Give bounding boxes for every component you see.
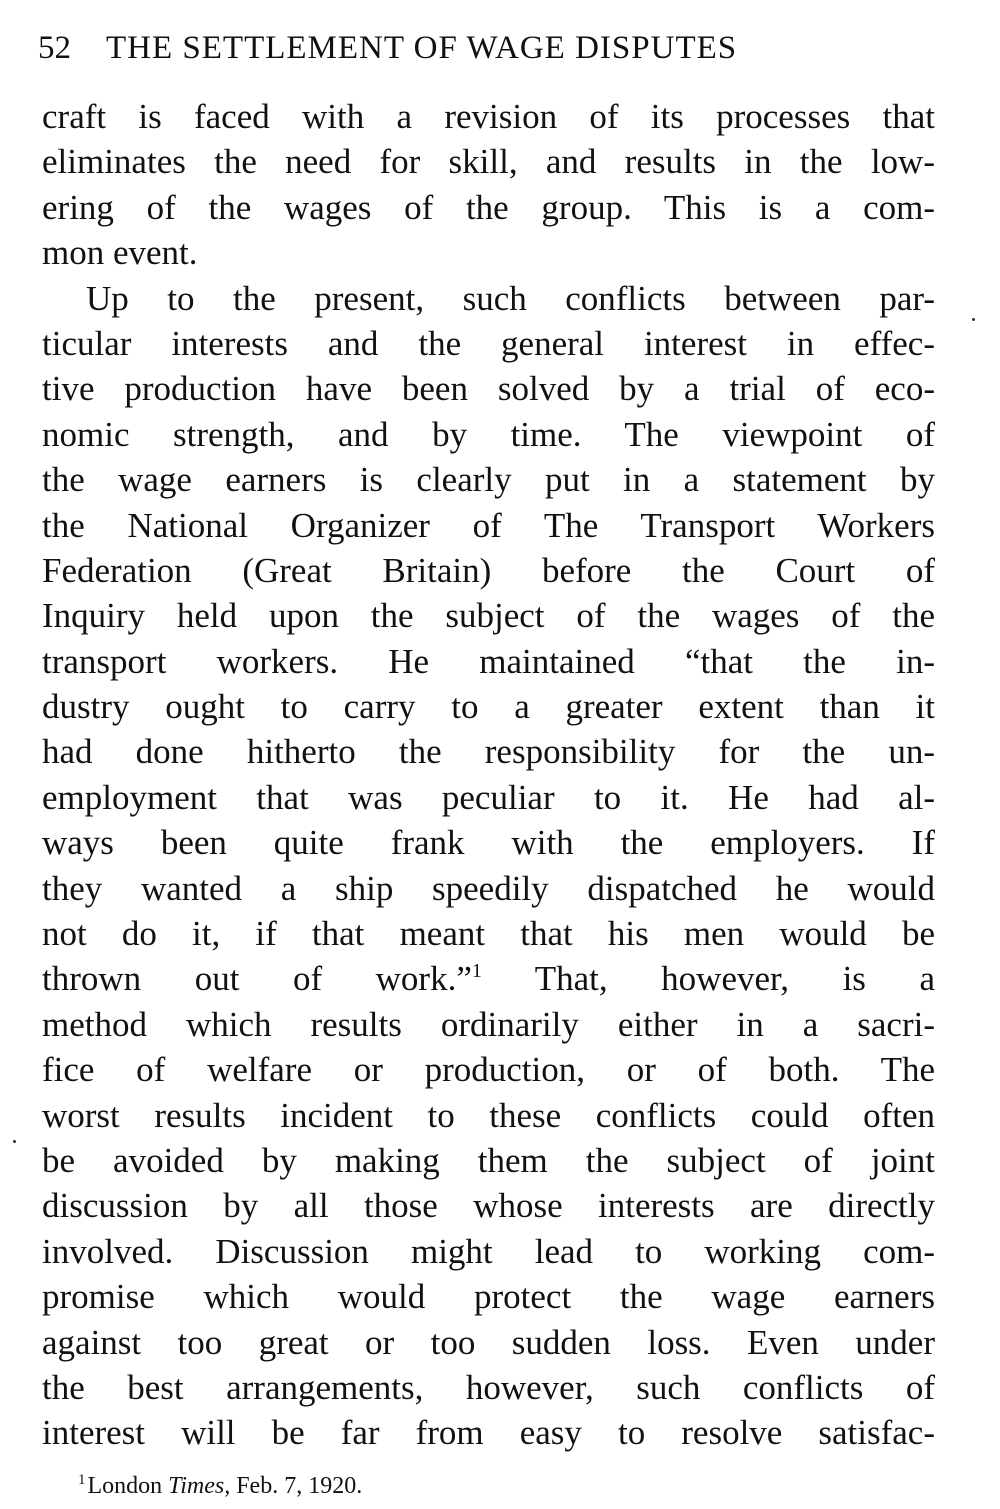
footnote-source: London — [87, 1473, 163, 1499]
footnote-publication: Times, — [168, 1473, 231, 1499]
text-line: dustry ought to carry to a greater extent than it — [42, 687, 935, 727]
text-line: against too great or too sudden loss. Even under — [42, 1322, 935, 1362]
text-line: the best arrangements, however, such conflicts of — [42, 1367, 935, 1407]
text-line: discussion by all those whose interests are directly — [42, 1186, 935, 1226]
text-line: the National Organizer of The Transport Workers — [42, 505, 935, 545]
text-line: method which results ordinarily either in a sacri- — [42, 1004, 935, 1044]
running-head — [38, 26, 938, 70]
text-line: worst results incident to these conflicts could often — [42, 1095, 935, 1135]
text-line: ticular interests and the general interest in effec- — [42, 323, 935, 363]
text-line: interest will be far from easy to resolve satisfac- — [42, 1413, 935, 1453]
text-line: tive production have been solved by a trial of eco- — [42, 369, 935, 409]
text-line: ering of the wages of the group. This is a com- — [42, 187, 935, 227]
footnote-mark: 1 — [78, 1472, 86, 1488]
text-line: had done hitherto the responsibility for the un- — [42, 732, 935, 772]
footnote-ref-line — [42, 956, 935, 1001]
body-text — [42, 94, 935, 1456]
text-line: Federation (Great Britain) before the Court of — [42, 550, 935, 590]
text-line: craft is faced with a revision of its processes that — [42, 97, 935, 136]
text-line: nomic strength, and by time. The viewpoint of — [42, 414, 935, 454]
text-line: eliminates the need for skill, and results in the low- — [42, 142, 935, 182]
text-line: involved. Discussion might lead to working com- — [42, 1231, 935, 1271]
scan-speck — [13, 1140, 16, 1143]
quote-continuation: That, however, is a — [534, 959, 935, 999]
text-line: promise which would protect the wage earners — [42, 1277, 935, 1317]
text-line: be avoided by making them the subject of joint — [42, 1140, 935, 1180]
text-line: mon event. — [42, 233, 198, 273]
text-line: the wage earners is clearly put in a statement by — [42, 460, 935, 500]
text-line: employment that was peculiar to it. He had al- — [42, 777, 935, 817]
text-line: not do it, if that meant that his men would be — [42, 914, 935, 954]
paragraph-first-line: Up to the present, such conflicts between par- — [86, 278, 935, 318]
scan-speck — [972, 318, 975, 321]
text-line: Inquiry held upon the subject of the wages of the — [42, 596, 935, 636]
text-line: transport workers. He maintained “that the in- — [42, 641, 935, 681]
quote-end: thrown out of work.” — [42, 959, 472, 999]
text-line: fice of welfare or production, or of both. The — [42, 1050, 935, 1090]
text-line: they wanted a ship speedily dispatched he would — [42, 868, 935, 908]
footnote-date: Feb. 7, 1920. — [236, 1473, 363, 1499]
footnote — [78, 1463, 362, 1497]
running-title: THE SETTLEMENT OF WAGE DISPUTES — [106, 30, 738, 66]
footnote-reference: 1 — [471, 960, 482, 983]
page-number: 52 — [38, 30, 71, 66]
text-line: ways been quite frank with the employers. If — [42, 823, 935, 863]
